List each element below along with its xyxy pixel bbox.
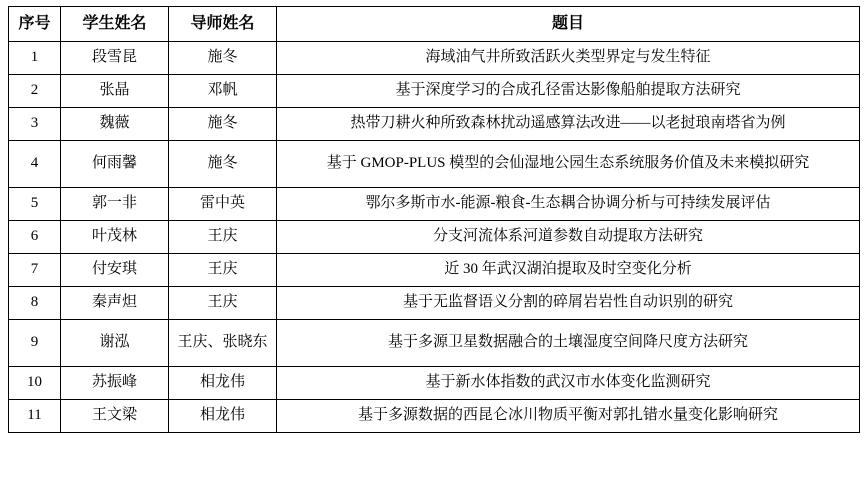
column-header-index: 序号	[9, 7, 61, 42]
table-row	[9, 75, 860, 108]
cell-title: 基于深度学习的合成孔径雷达影像船舶提取方法研究	[277, 75, 860, 108]
cell-title: 基于新水体指数的武汉市水体变化监测研究	[277, 367, 860, 400]
cell-index: 4	[9, 141, 61, 188]
cell-title: 基于 GMOP-PLUS 模型的会仙湿地公园生态系统服务价值及未来模拟研究	[277, 141, 860, 188]
cell-student: 付安琪	[61, 254, 169, 287]
thesis-list-table	[8, 6, 860, 433]
cell-advisor: 王庆	[169, 221, 277, 254]
table-row	[9, 188, 860, 221]
cell-student: 谢泓	[61, 320, 169, 367]
cell-advisor: 相龙伟	[169, 367, 277, 400]
cell-advisor: 施冬	[169, 108, 277, 141]
cell-advisor: 王庆、张晓东	[169, 320, 277, 367]
cell-title: 海域油气井所致活跃火类型界定与发生特征	[277, 42, 860, 75]
table-row	[9, 400, 860, 433]
cell-title: 基于无监督语义分割的碎屑岩岩性自动识别的研究	[277, 287, 860, 320]
cell-advisor: 王庆	[169, 287, 277, 320]
cell-index: 9	[9, 320, 61, 367]
table-row	[9, 367, 860, 400]
cell-student: 秦声炟	[61, 287, 169, 320]
table-header-row	[9, 7, 860, 42]
cell-advisor: 邓帆	[169, 75, 277, 108]
cell-index: 10	[9, 367, 61, 400]
cell-title: 分支河流体系河道参数自动提取方法研究	[277, 221, 860, 254]
cell-student: 何雨馨	[61, 141, 169, 188]
table-row	[9, 108, 860, 141]
cell-student: 王文梁	[61, 400, 169, 433]
cell-student: 郭一非	[61, 188, 169, 221]
cell-index: 8	[9, 287, 61, 320]
cell-student: 叶茂林	[61, 221, 169, 254]
cell-student: 段雪昆	[61, 42, 169, 75]
cell-index: 11	[9, 400, 61, 433]
cell-advisor: 王庆	[169, 254, 277, 287]
table-row	[9, 42, 860, 75]
cell-advisor: 施冬	[169, 141, 277, 188]
cell-student: 苏振峰	[61, 367, 169, 400]
cell-title: 热带刀耕火种所致森林扰动遥感算法改进——以老挝琅南塔省为例	[277, 108, 860, 141]
cell-title: 基于多源数据的西昆仑冰川物质平衡对郭扎错水量变化影响研究	[277, 400, 860, 433]
table-row	[9, 141, 860, 188]
cell-title: 鄂尔多斯市水-能源-粮食-生态耦合协调分析与可持续发展评估	[277, 188, 860, 221]
table-row	[9, 287, 860, 320]
table-row	[9, 320, 860, 367]
cell-title: 近 30 年武汉湖泊提取及时空变化分析	[277, 254, 860, 287]
cell-index: 2	[9, 75, 61, 108]
cell-advisor: 相龙伟	[169, 400, 277, 433]
table-row	[9, 254, 860, 287]
cell-student: 张晶	[61, 75, 169, 108]
column-header-student: 学生姓名	[61, 7, 169, 42]
cell-index: 7	[9, 254, 61, 287]
cell-index: 1	[9, 42, 61, 75]
cell-index: 3	[9, 108, 61, 141]
column-header-title: 题目	[277, 7, 860, 42]
column-header-advisor: 导师姓名	[169, 7, 277, 42]
cell-student: 魏薇	[61, 108, 169, 141]
cell-advisor: 施冬	[169, 42, 277, 75]
cell-title: 基于多源卫星数据融合的土壤湿度空间降尺度方法研究	[277, 320, 860, 367]
cell-advisor: 雷中英	[169, 188, 277, 221]
cell-index: 6	[9, 221, 61, 254]
cell-index: 5	[9, 188, 61, 221]
table-row	[9, 221, 860, 254]
